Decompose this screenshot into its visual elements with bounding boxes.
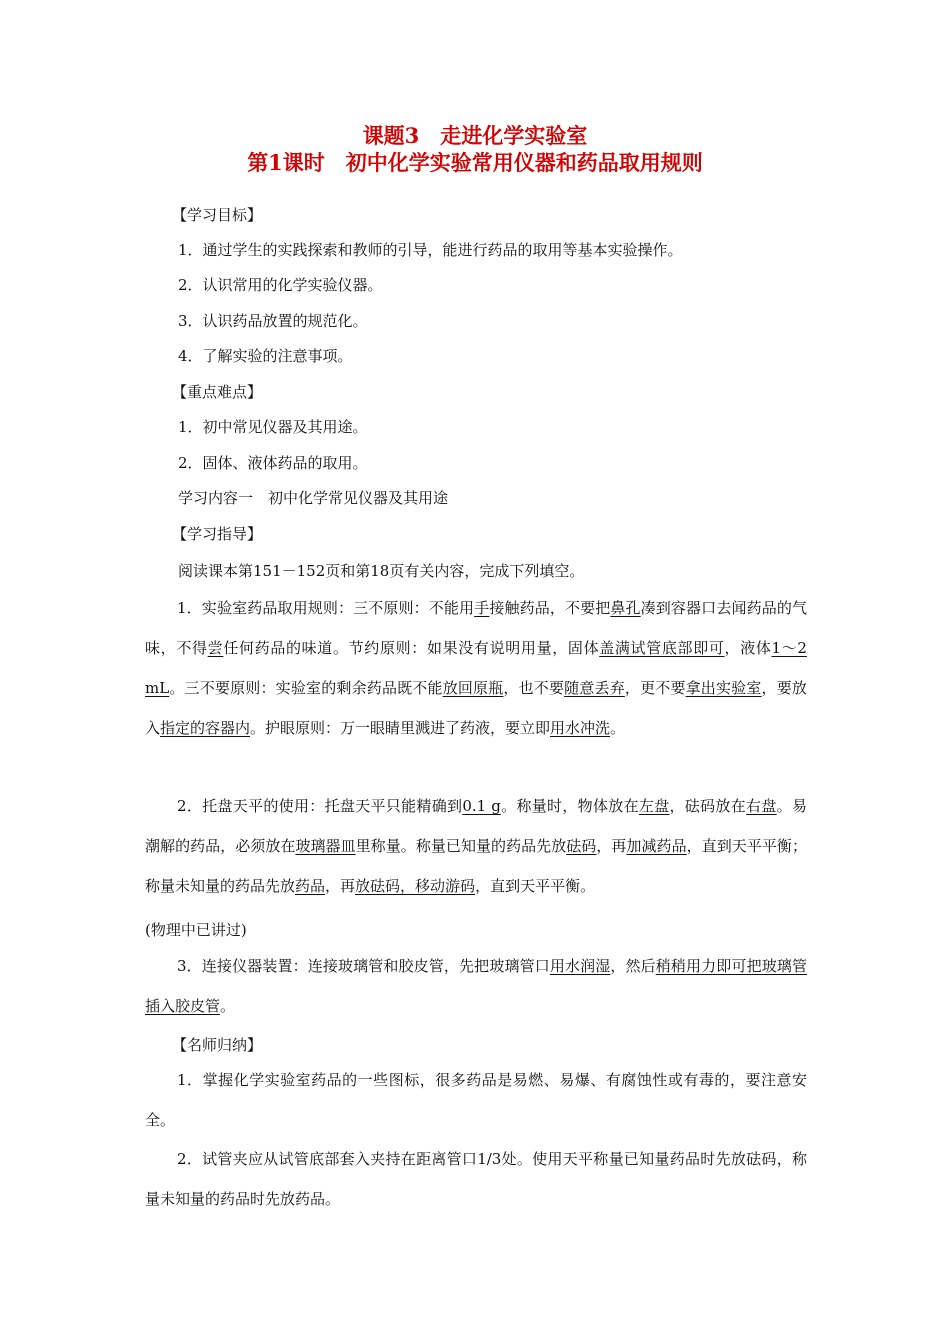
- answer-blank: 0.1 g: [462, 797, 501, 815]
- answer-blank: 用水冲洗: [550, 719, 611, 737]
- answer-blank: 尝: [207, 639, 224, 657]
- answer-blank: 随意丢弃: [564, 679, 625, 697]
- key-point-item: 1．初中常见仪器及其用途。: [178, 418, 368, 436]
- answer-blank: 1～2 mL: [145, 639, 807, 697]
- answer-blank: 玻璃器皿: [295, 837, 356, 855]
- answer-blank: 稍稍用力即可把玻璃管插入胶皮管: [145, 957, 807, 1015]
- objective-item: 2．认识常用的化学实验仪器。: [178, 276, 383, 294]
- guide-heading: 【学习指导】: [172, 525, 263, 543]
- objective-item: 4．了解实验的注意事项。: [178, 347, 353, 365]
- answer-blank: 右盘: [746, 797, 777, 815]
- key-point-item: 2．固体、液体药品的取用。: [178, 454, 368, 472]
- objective-item: 3．认识药品放置的规范化。: [178, 312, 368, 330]
- answer-blank: 鼻孔: [610, 599, 641, 617]
- answer-blank: 左盘: [638, 797, 670, 815]
- summary-paragraph-1: 1．掌握化学实验室药品的一些图标，很多药品是易燃、易爆、有腐蚀性或有毒的，要注意安全。: [145, 1071, 807, 1129]
- objective-item: 1．通过学生的实践探索和教师的引导，能进行药品的取用等基本实验操作。: [178, 241, 683, 259]
- lesson-subtitle: 第1课时 初中化学实验常用仪器和药品取用规则: [247, 150, 703, 175]
- summary-paragraph-2: 2．试管夹应从试管底部套入夹持在距离管口1/3处。使用天平称量已知量药品时先放砝码，称量未知量的药品时先放药品。: [145, 1150, 807, 1208]
- answer-blank: 药品: [295, 877, 326, 895]
- answer-blank: 用水润湿: [549, 957, 611, 975]
- summary-heading: 【名师归纳】: [172, 1036, 263, 1054]
- guide-intro: 阅读课本第151－152页和第18页有关内容，完成下列填空。: [178, 562, 585, 580]
- paragraph-connect-apparatus: 3．连接仪器装置：连接玻璃管和胶皮管，先把玻璃管口用水润湿，然后稍稍用力即可把玻璃管插入胶皮管。: [145, 957, 807, 1015]
- answer-blank: 盖满试管底部即可: [599, 639, 725, 657]
- content-section-title: 学习内容一 初中化学常见仪器及其用途: [178, 489, 449, 507]
- answer-blank: 加减药品: [626, 837, 687, 855]
- answer-blank: 拿出实验室: [685, 679, 762, 697]
- answer-blank: 砝码: [566, 837, 597, 855]
- answer-blank: 放砝码，移动游码: [355, 877, 476, 895]
- physics-note: (物理中已讲过): [145, 921, 247, 939]
- paragraph-reagent-rules: 1．实验室药品取用规则：三不原则：不能用手接触药品，不要把鼻孔凑到容器口去闻药品的气味，不得尝任何药品的味道。节约原则：如果没有说明用量，固体盖满试管底部即可，液体1～2 mL。三不要原则：实验室的剩余药品既不能放回原瓶，也不要随意丢弃，更不要拿出实验室，要放入指定的容器内。护眼原则：万一眼睛里溅进了药液，要立即用水冲洗。: [145, 599, 807, 737]
- lesson-title: 课题3 走进化学实验室: [362, 123, 588, 148]
- answer-blank: 指定的容器内: [160, 719, 251, 737]
- paragraph-balance-usage: 2．托盘天平的使用：托盘天平只能精确到0.1 g。称量时，物体放在左盘，砝码放在右盘。易潮解的药品，必须放在玻璃器皿里称量。称量已知量的药品先放砝码，再加减药品，直到天平平衡；称量未知量的药品先放药品，再放砝码，移动游码，直到天平平衡。: [145, 797, 807, 895]
- objectives-heading: 【学习目标】: [172, 206, 263, 224]
- answer-blank: 手: [474, 599, 490, 617]
- key-points-heading: 【重点难点】: [172, 383, 263, 401]
- answer-blank: 放回原瓶: [442, 679, 504, 697]
